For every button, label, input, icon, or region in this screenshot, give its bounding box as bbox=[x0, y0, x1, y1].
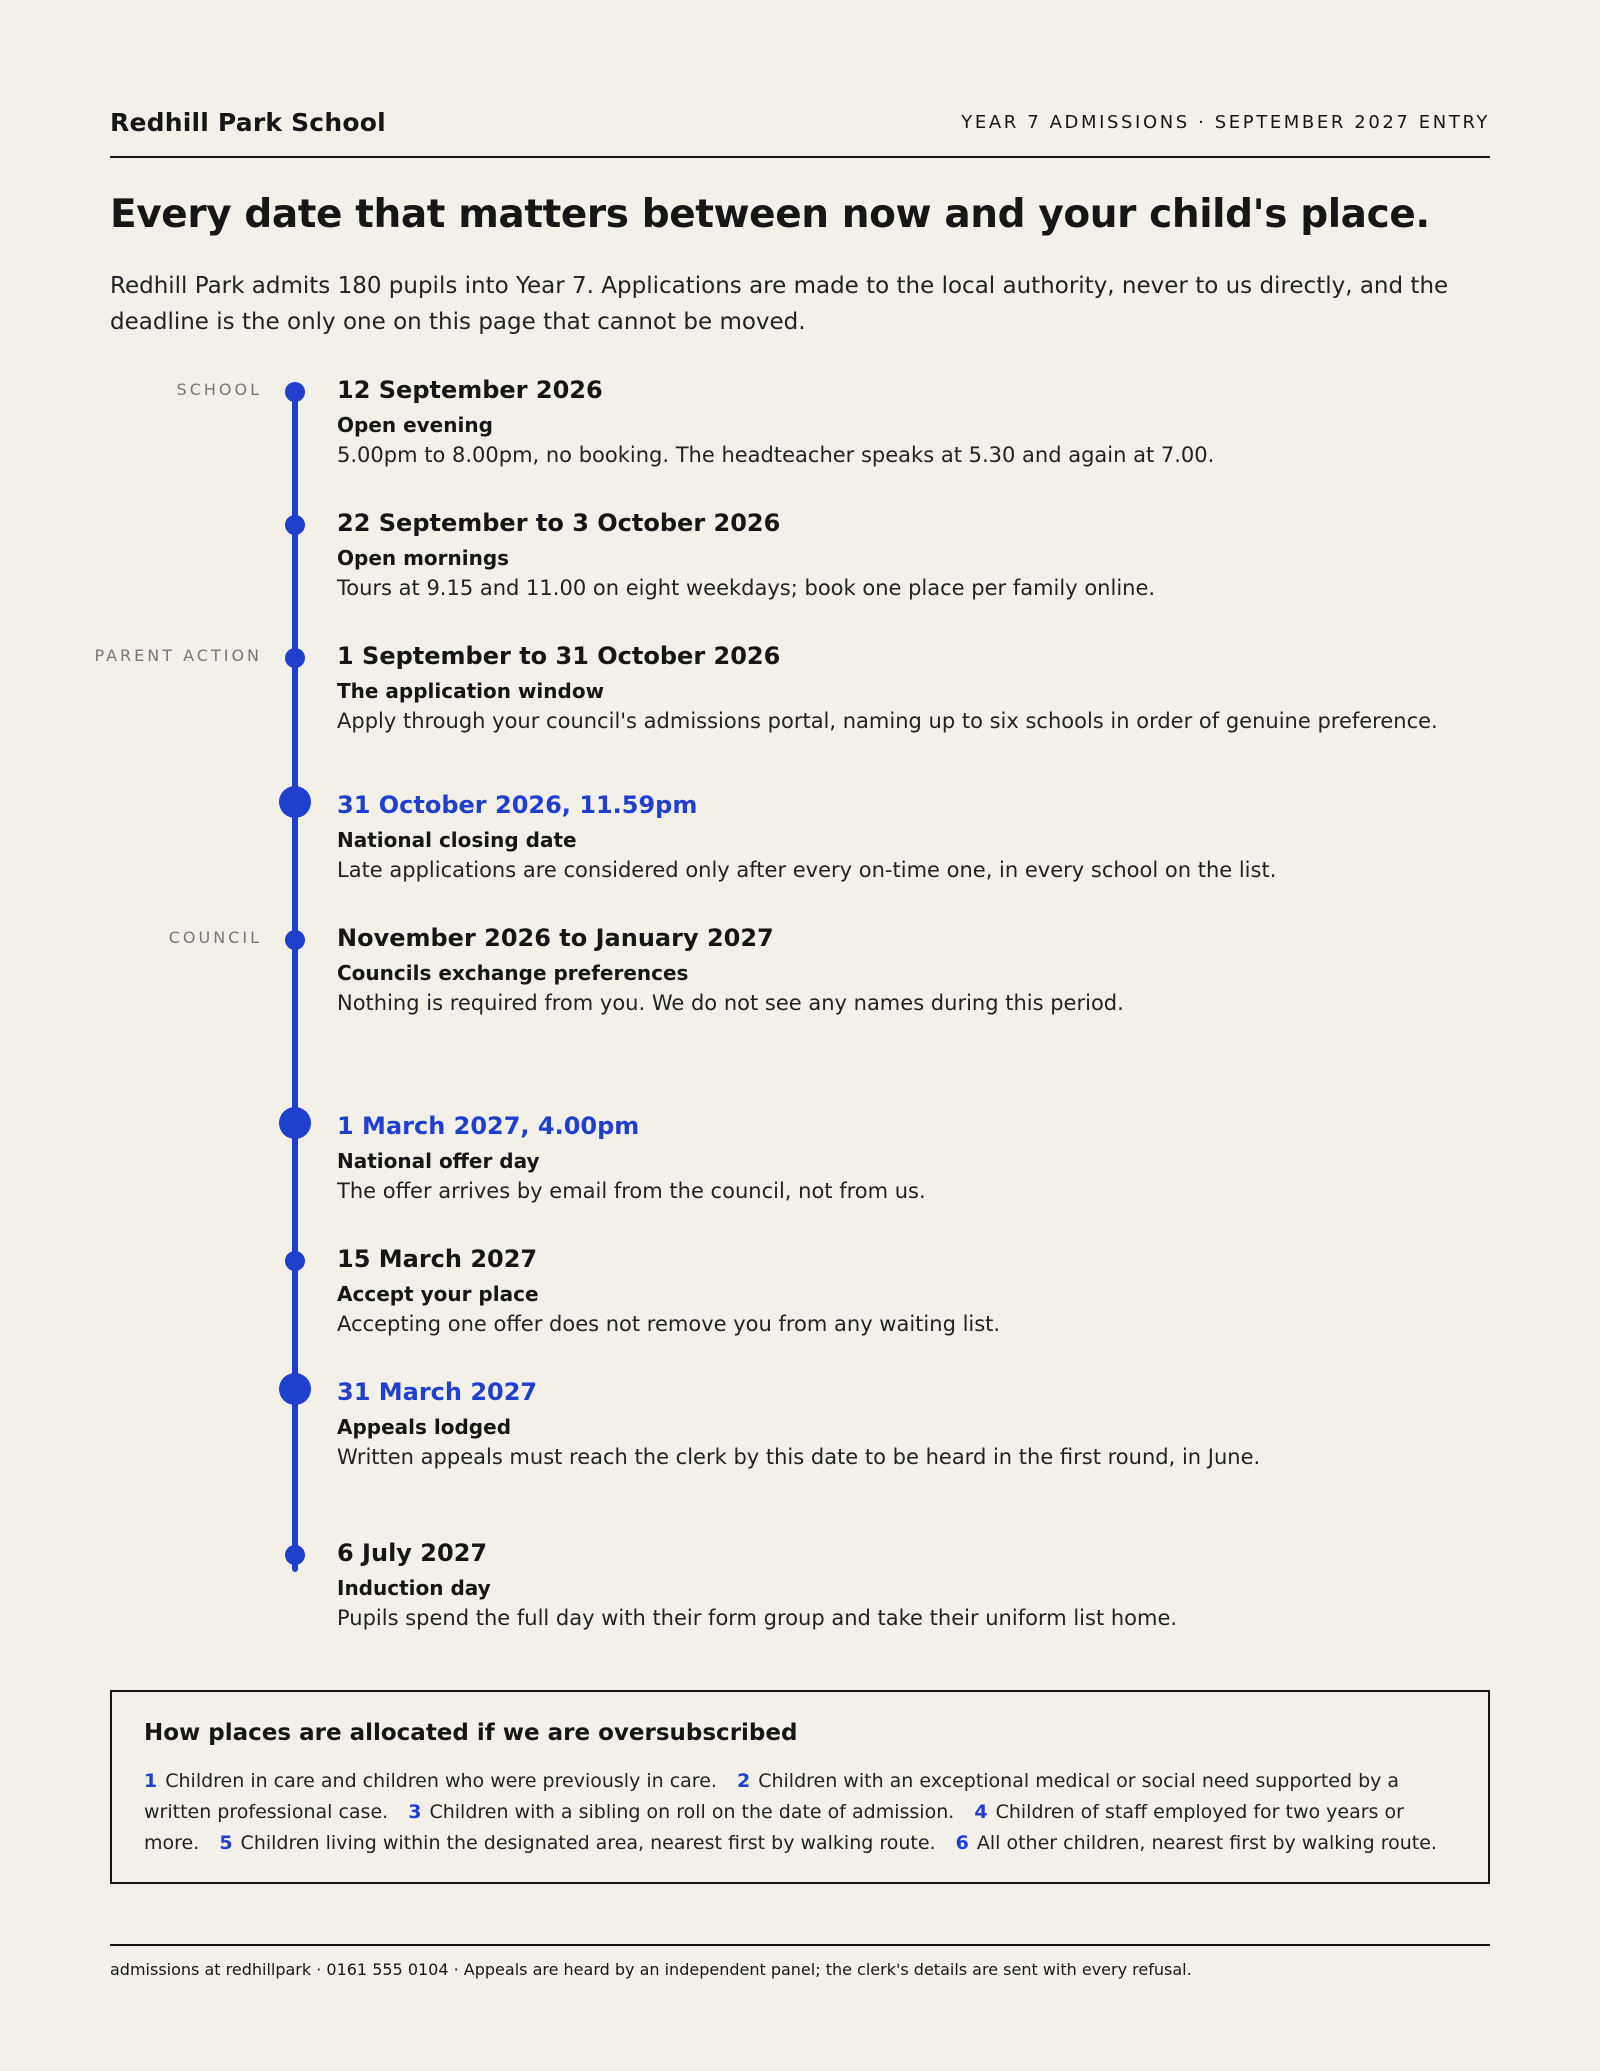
header-tagline: YEAR 7 ADMISSIONS · SEPTEMBER 2027 ENTRY bbox=[961, 112, 1490, 133]
criterion-number: 3 bbox=[408, 1801, 422, 1823]
page-title: Every date that matters between now and your child's place. bbox=[110, 192, 1430, 237]
event-title: Accept your place bbox=[337, 1282, 539, 1306]
school-name: Redhill Park School bbox=[110, 108, 386, 137]
allocation-criteria-list bbox=[144, 1766, 1462, 1859]
criterion-text: All other children, nearest first by walking route. bbox=[976, 1832, 1437, 1854]
timeline-dot bbox=[285, 648, 305, 668]
event-description: Tours at 9.15 and 11.00 on eight weekdays; book one place per family online. bbox=[337, 576, 1156, 600]
timeline-dot bbox=[285, 515, 305, 535]
event-description: The offer arrives by email from the council, not from us. bbox=[337, 1179, 926, 1203]
criterion-text: Children in care and children who were previously in care. bbox=[165, 1770, 717, 1792]
criterion-text: Children living within the designated area, nearest first by walking route. bbox=[240, 1832, 936, 1854]
timeline-dot bbox=[285, 382, 305, 402]
allocation-criteria-box bbox=[110, 1690, 1490, 1884]
timeline-dot-key bbox=[279, 1107, 311, 1139]
criterion-number: 2 bbox=[736, 1770, 751, 1792]
phase-label-school: SCHOOL bbox=[176, 380, 262, 399]
timeline-dot-key bbox=[279, 786, 311, 818]
timeline-dot bbox=[285, 1545, 305, 1565]
event-date: 31 March 2027 bbox=[337, 1378, 538, 1406]
criterion-number: 6 bbox=[955, 1832, 969, 1854]
event-description: Written appeals must reach the clerk by this date to be heard in the first round, in June. bbox=[337, 1445, 1261, 1469]
event-date: November 2026 to January 2027 bbox=[337, 924, 774, 952]
event-title: Appeals lodged bbox=[337, 1415, 512, 1439]
event-date: 6 July 2027 bbox=[337, 1539, 488, 1567]
event-description: Late applications are considered only after every on-time one, in every school on the list. bbox=[337, 858, 1277, 882]
event-title: Open evening bbox=[337, 413, 493, 437]
criterion-text: Children with an exceptional medical or social need supported by a written professional case. bbox=[144, 1770, 1400, 1823]
event-date: 1 March 2027, 4.00pm bbox=[337, 1112, 640, 1140]
timeline-dot-key bbox=[279, 1373, 311, 1405]
criterion-text: Children with a sibling on roll on the date of admission. bbox=[429, 1801, 955, 1823]
event-title: The application window bbox=[337, 679, 605, 703]
masthead bbox=[110, 104, 1490, 158]
event-date: 1 September to 31 October 2026 bbox=[337, 642, 781, 670]
event-title: Councils exchange preferences bbox=[337, 961, 689, 985]
event-date: 12 September 2026 bbox=[337, 376, 603, 404]
footer-divider bbox=[110, 1944, 1490, 1946]
criterion-text: Children of staff employed for two years or more. bbox=[144, 1801, 1404, 1854]
event-date: 22 September to 3 October 2026 bbox=[337, 509, 781, 537]
criterion-number: 4 bbox=[974, 1801, 988, 1823]
timeline-dot bbox=[285, 1251, 305, 1271]
timeline-dot bbox=[285, 930, 305, 950]
allocation-title: How places are allocated if we are oversubscribed bbox=[144, 1720, 798, 1746]
event-description: Accepting one offer does not remove you from any waiting list. bbox=[337, 1312, 1001, 1336]
event-description: Apply through your council's admissions portal, naming up to six schools in order of genuine preference. bbox=[337, 709, 1438, 733]
phase-label-parent-action: PARENT ACTION bbox=[94, 646, 262, 665]
criterion-number: 1 bbox=[144, 1770, 158, 1792]
event-date: 15 March 2027 bbox=[337, 1245, 538, 1273]
admissions-page bbox=[94, 0, 1490, 2071]
phase-label-council: COUNCIL bbox=[168, 928, 262, 947]
event-description: Pupils spend the full day with their form group and take their uniform list home. bbox=[337, 1606, 1178, 1630]
event-title: National closing date bbox=[337, 828, 577, 852]
admissions-timeline bbox=[94, 360, 1490, 1660]
criterion-number: 5 bbox=[219, 1832, 233, 1854]
event-description: 5.00pm to 8.00pm, no booking. The headteacher speaks at 5.30 and again at 7.00. bbox=[337, 443, 1215, 467]
footer-contact: admissions at redhillpark · 0161 555 0104 · Appeals are heard by an independent panel; the clerk's details are sent with every refusal. bbox=[110, 1960, 1192, 1979]
event-title: Open mornings bbox=[337, 546, 510, 570]
event-description: Nothing is required from you. We do not see any names during this period. bbox=[337, 991, 1124, 1015]
event-date: 31 October 2026, 11.59pm bbox=[337, 791, 698, 819]
event-title: National offer day bbox=[337, 1149, 540, 1173]
intro-paragraph: Redhill Park admits 180 pupils into Year 7. Applications are made to the local authority, never to us directly, and the deadline is the only one on this page that cannot be moved. bbox=[110, 273, 1449, 335]
event-title: Induction day bbox=[337, 1576, 491, 1600]
